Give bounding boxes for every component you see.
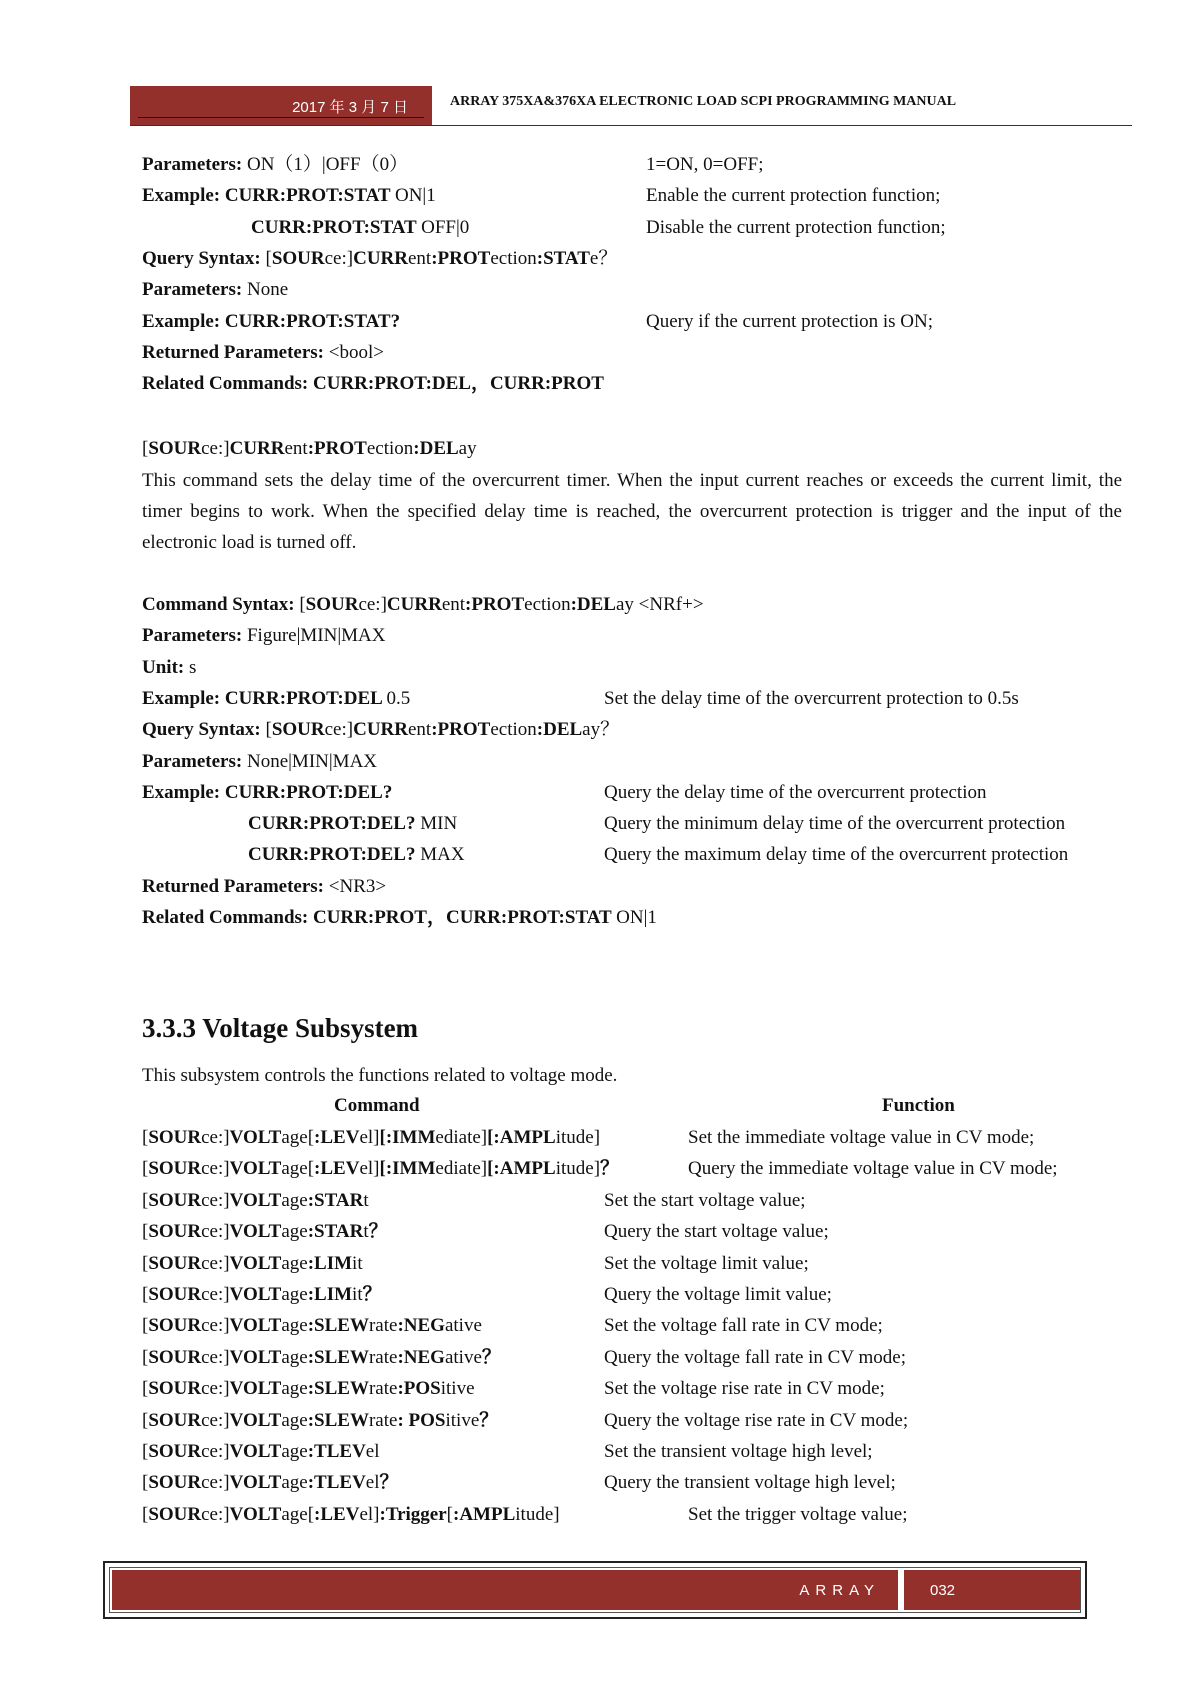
bold-text: VOLT xyxy=(229,1127,282,1148)
bold-text: :SLEW xyxy=(307,1315,369,1337)
bold-text: SOUR xyxy=(271,719,325,741)
command-cell xyxy=(142,1158,619,1179)
command-cell xyxy=(142,1190,369,1211)
bold-text: :DEL xyxy=(536,719,583,741)
bold-text: SOUR xyxy=(148,1127,202,1148)
text: [ xyxy=(142,1472,149,1494)
bold-text: Command Syntax: xyxy=(142,594,300,615)
command-cell xyxy=(142,1284,382,1305)
spec-line xyxy=(142,153,764,177)
text: ce:] xyxy=(201,438,230,459)
text: ay <NRf+> xyxy=(615,594,704,615)
spec-line xyxy=(142,310,934,334)
spec-line xyxy=(142,247,617,271)
text: it xyxy=(352,1252,363,1274)
text: ative xyxy=(444,1346,482,1368)
bold-text: :PROT xyxy=(431,719,491,741)
bold-text: CURR xyxy=(353,247,408,269)
text: age xyxy=(281,1284,308,1305)
text: [ xyxy=(142,1441,149,1462)
text: ON（1）|OFF（0） xyxy=(246,154,409,175)
text: itude] xyxy=(515,1503,560,1525)
bold-text: :SLEW xyxy=(307,1378,369,1400)
bold-text: Parameters: xyxy=(142,279,247,301)
spec-description: Enable the current protection function; xyxy=(646,185,941,207)
spec-description: Query the minimum delay time of the overcurrent protection xyxy=(604,813,1066,835)
bold-text: :Trigger xyxy=(379,1503,447,1525)
text: ent xyxy=(408,719,432,741)
bold-text: VOLT xyxy=(229,1252,282,1274)
text: itude] xyxy=(555,1158,601,1180)
bold-text: SOUR xyxy=(271,247,325,269)
command-cell xyxy=(142,1253,363,1274)
text: age[ xyxy=(281,1158,315,1180)
text: [ xyxy=(142,1284,149,1305)
voltage-command-row xyxy=(142,1189,806,1213)
text: age xyxy=(281,1252,308,1274)
text: [ xyxy=(142,1189,149,1211)
function-cell: Set the immediate voltage value in CV mode; xyxy=(688,1127,1035,1148)
bold-text: SOUR xyxy=(148,1378,202,1400)
bold-text: :DEL xyxy=(570,594,616,615)
text: [ xyxy=(142,1252,149,1274)
text: ent xyxy=(284,438,308,459)
command-cell xyxy=(142,1347,501,1368)
text: el] xyxy=(359,1503,380,1525)
bold-text: ？ xyxy=(379,1472,399,1494)
voltage-command-row xyxy=(142,1440,873,1464)
text: [ xyxy=(142,1158,149,1180)
bold-text: :PROT xyxy=(307,438,367,459)
bold-text: Returned Parameters: xyxy=(142,341,329,363)
text: None xyxy=(246,279,289,301)
text: ection xyxy=(490,247,537,269)
bold-text: Example: CURR:PROT:DEL? xyxy=(142,781,393,803)
spec-line xyxy=(142,624,385,648)
text: ce:] xyxy=(201,1441,230,1462)
text: MIN xyxy=(420,813,458,835)
command-cell xyxy=(142,1410,498,1431)
text: ce:] xyxy=(358,594,387,615)
voltage-command-row xyxy=(142,1346,906,1370)
bold-text: :LEV xyxy=(314,1158,360,1180)
bold-text: Query Syntax: xyxy=(142,719,266,741)
spec-description: Set the delay time of the overcurrent protection to 0.5s xyxy=(604,687,1019,709)
text: age xyxy=(281,1378,308,1400)
spec-line xyxy=(142,906,657,930)
voltage-command-row xyxy=(142,1220,829,1244)
text: ce:] xyxy=(201,1472,230,1494)
bold-text: Example: CURR:PROT:DEL xyxy=(142,687,387,709)
bold-text: :DEL xyxy=(413,438,459,459)
spec-description: Disable the current protection function; xyxy=(646,216,946,238)
bold-text: SOUR xyxy=(148,1472,202,1494)
bold-text: Returned Parameters: xyxy=(142,875,329,897)
spec-line xyxy=(142,875,386,899)
text: Figure|MIN|MAX xyxy=(246,625,386,647)
function-cell: Query the voltage fall rate in CV mode; xyxy=(604,1346,906,1368)
bold-text: SOUR xyxy=(148,1409,202,1431)
bold-text: :STAR xyxy=(307,1189,364,1211)
text: ce:] xyxy=(201,1127,230,1148)
text: ce:] xyxy=(201,1315,230,1337)
bold-text: Unit: xyxy=(142,656,189,678)
function-cell: Set the start voltage value; xyxy=(604,1189,806,1211)
text: ce:] xyxy=(201,1158,230,1180)
bold-text: VOLT xyxy=(229,1221,282,1243)
text: <bool> xyxy=(328,341,384,363)
spec-line xyxy=(142,750,377,774)
bold-text: :TLEV xyxy=(307,1441,366,1462)
text: [ xyxy=(142,438,149,459)
text: ce:] xyxy=(201,1221,230,1243)
text: rate xyxy=(368,1409,398,1431)
bold-text: [:IMM xyxy=(379,1158,436,1180)
text: ay xyxy=(458,438,477,459)
function-cell: Set the trigger voltage value; xyxy=(688,1503,908,1525)
text: ce:] xyxy=(201,1409,230,1431)
bold-text: SOUR xyxy=(148,1221,202,1243)
command-cell xyxy=(142,1472,399,1493)
function-cell: Query the start voltage value; xyxy=(604,1221,829,1243)
command-cell xyxy=(142,1221,388,1242)
text: ent xyxy=(408,247,432,269)
text: MAX xyxy=(420,844,465,866)
function-cell: Query the voltage limit value; xyxy=(604,1284,832,1305)
text: ce:] xyxy=(201,1252,230,1274)
text: rate xyxy=(368,1378,398,1400)
text: ection xyxy=(490,719,537,741)
bold-text: :NEG xyxy=(397,1346,445,1368)
voltage-intro: This subsystem controls the functions related to voltage mode. xyxy=(142,1065,618,1086)
text: OFF|0 xyxy=(421,216,470,238)
text: ay？ xyxy=(582,719,620,741)
text: age xyxy=(281,1221,308,1243)
bold-text: CURR:PROT:DEL? xyxy=(248,844,421,866)
bold-text: CURR:PROT:STAT xyxy=(251,216,422,238)
command-cell xyxy=(142,1315,482,1336)
header-banner-underline xyxy=(138,117,424,118)
voltage-command-row xyxy=(142,1252,809,1276)
column-header-command: Command xyxy=(334,1095,420,1116)
bold-text: :SLEW xyxy=(307,1409,369,1431)
spec-line xyxy=(248,812,1066,836)
bold-text: ？ xyxy=(479,1409,499,1431)
bold-text: Parameters: xyxy=(142,154,247,175)
header-title: ARRAY 375XA&376XA ELECTRONIC LOAD SCPI PROGRAMMING MANUAL xyxy=(450,94,957,109)
text: ediate] xyxy=(435,1158,488,1180)
bold-text: ？ xyxy=(600,1158,620,1180)
function-cell: Set the voltage rise rate in CV mode; xyxy=(604,1378,885,1400)
bold-text: : POS xyxy=(397,1409,446,1431)
text: ce:] xyxy=(201,1378,230,1400)
delay-description: This command sets the delay time of the overcurrent timer. When the input current reaches or exceeds the current limit, the timer begins to work. When the specified delay time is reached, the overcurrent protection is trigger and the input of the electronic load is turned off. xyxy=(142,470,1122,553)
bold-text: CURR xyxy=(353,719,408,741)
bold-text: :SLEW xyxy=(307,1346,369,1368)
bold-text: ？ xyxy=(368,1221,388,1243)
bold-text: ？ xyxy=(481,1346,501,1368)
bold-text: VOLT xyxy=(229,1315,282,1337)
bold-text: Example: CURR:PROT:STAT? xyxy=(142,310,401,332)
delay-command-title xyxy=(142,437,477,461)
text: ediate] xyxy=(435,1127,488,1148)
bold-text: VOLT xyxy=(229,1284,282,1305)
function-cell: Query the immediate voltage value in CV mode; xyxy=(688,1158,1058,1180)
text: ce:] xyxy=(324,719,354,741)
bold-text: :PROT xyxy=(431,247,491,269)
text: [ xyxy=(142,1378,149,1400)
function-cell: Set the transient voltage high level; xyxy=(604,1441,873,1462)
column-header-function: Function xyxy=(882,1095,955,1116)
bold-text: SOUR xyxy=(148,1284,202,1305)
section-heading: 3.3.3 Voltage Subsystem xyxy=(142,1013,419,1043)
bold-text: CURR xyxy=(229,438,285,459)
bold-text: :AMPL xyxy=(453,1503,516,1525)
text: None|MIN|MAX xyxy=(246,750,378,772)
bold-text: Parameters: xyxy=(142,750,247,772)
bold-text: :STAR xyxy=(307,1221,364,1243)
text: ON|1 xyxy=(616,907,657,928)
text: ection xyxy=(524,594,571,615)
spec-line xyxy=(251,216,946,240)
bold-text: Related Commands: CURR:PROT:DEL，CURR:PROT xyxy=(142,373,604,395)
bold-text: Related Commands: CURR:PROT，CURR:PROT:STAT xyxy=(142,907,617,928)
footer-page-box xyxy=(904,1570,1080,1610)
spec-description: Query the delay time of the overcurrent protection xyxy=(604,781,987,803)
page-number: 032 xyxy=(930,1581,956,1599)
bold-text: [:IMM xyxy=(379,1127,436,1148)
text: ection xyxy=(366,438,414,459)
bold-text: [:AMPL xyxy=(487,1127,556,1148)
bold-text: SOUR xyxy=(148,1158,202,1180)
voltage-command-row xyxy=(142,1471,896,1495)
bold-text: :PROT xyxy=(465,594,525,615)
header-date: 2017 年 3 月 7 日 xyxy=(292,98,408,116)
text: [ xyxy=(142,1127,149,1148)
voltage-command-row xyxy=(142,1377,885,1401)
bold-text: SOUR xyxy=(305,594,359,615)
text: age xyxy=(281,1346,308,1368)
spec-description: 1=ON, 0=OFF; xyxy=(646,154,764,175)
bold-text: VOLT xyxy=(229,1189,282,1211)
bold-text: :TLEV xyxy=(307,1472,366,1494)
text: age[ xyxy=(281,1127,315,1148)
bold-text: VOLT xyxy=(229,1503,282,1525)
bold-text: SOUR xyxy=(148,1189,202,1211)
text: itive xyxy=(440,1378,475,1400)
spec-line xyxy=(142,184,941,208)
function-cell: Query the transient voltage high level; xyxy=(604,1472,896,1494)
bold-text: VOLT xyxy=(229,1378,282,1400)
bold-text: :LEV xyxy=(314,1127,360,1148)
voltage-command-row xyxy=(142,1126,1035,1150)
bold-text: VOLT xyxy=(229,1158,282,1180)
text: [ xyxy=(265,719,272,741)
text: [ xyxy=(142,1503,149,1525)
text: s xyxy=(188,656,197,678)
voltage-command-row xyxy=(142,1283,832,1307)
bold-text: CURR xyxy=(386,594,442,615)
text: ce:] xyxy=(201,1284,230,1305)
footer-brand-bar xyxy=(112,1570,898,1610)
bold-text: SOUR xyxy=(148,1315,202,1337)
text: t xyxy=(363,1189,369,1211)
text: age xyxy=(281,1315,308,1337)
bold-text: SOUR xyxy=(148,1503,202,1525)
bold-text: [:AMPL xyxy=(487,1158,556,1180)
voltage-command-row xyxy=(142,1157,1058,1181)
text: <NR3> xyxy=(328,875,387,897)
spec-description: Query if the current protection is ON; xyxy=(646,310,934,332)
bold-text: CURR:PROT:DEL? xyxy=(248,813,421,835)
spec-line xyxy=(142,372,604,396)
text: [ xyxy=(142,1346,149,1368)
header-rule xyxy=(130,125,1132,126)
text: [ xyxy=(142,1221,149,1243)
command-cell xyxy=(142,1441,380,1462)
text: age xyxy=(281,1189,308,1211)
bold-text: :LIM xyxy=(307,1252,353,1274)
text: el] xyxy=(359,1158,380,1180)
bold-text: SOUR xyxy=(148,1252,202,1274)
bold-text: :LIM xyxy=(307,1284,353,1305)
header-date-banner xyxy=(130,86,432,126)
spec-line xyxy=(142,593,704,617)
text: itive xyxy=(445,1409,480,1431)
command-cell xyxy=(142,1504,560,1525)
voltage-command-row xyxy=(142,1314,883,1338)
text: [ xyxy=(142,1409,149,1431)
function-cell: Query the voltage rise rate in CV mode; xyxy=(604,1409,909,1431)
function-cell: Set the voltage limit value; xyxy=(604,1252,809,1274)
bold-text: VOLT xyxy=(229,1409,282,1431)
text: el] xyxy=(359,1127,380,1148)
command-cell xyxy=(142,1378,475,1399)
text: age xyxy=(281,1409,308,1431)
text: el xyxy=(365,1472,380,1494)
bold-text: :NEG xyxy=(397,1315,445,1337)
function-cell: Set the voltage fall rate in CV mode; xyxy=(604,1315,883,1337)
text: ce:] xyxy=(201,1503,230,1525)
bold-text: Parameters: xyxy=(142,625,247,647)
text: ce:] xyxy=(201,1189,230,1211)
spec-description: Query the maximum delay time of the overcurrent protection xyxy=(604,844,1069,866)
text: [ xyxy=(299,594,306,615)
bold-text: VOLT xyxy=(229,1472,282,1494)
bold-text: SOUR xyxy=(148,438,202,459)
text: ent xyxy=(441,594,466,615)
text: ce:] xyxy=(324,247,354,269)
bold-text: :LEV xyxy=(314,1503,360,1525)
text: [ xyxy=(446,1503,453,1525)
text: ce:] xyxy=(201,1346,230,1368)
text: rate xyxy=(368,1346,398,1368)
voltage-command-row xyxy=(142,1409,909,1433)
spec-line xyxy=(142,656,196,680)
text: el xyxy=(365,1441,380,1462)
bold-text: :STAT xyxy=(536,247,590,269)
text: 0.5 xyxy=(386,687,411,709)
command-cell xyxy=(142,1127,600,1148)
bold-text: :POS xyxy=(397,1378,441,1400)
text: age xyxy=(281,1441,308,1462)
spec-line xyxy=(142,687,1019,711)
bold-text: Query Syntax: xyxy=(142,247,266,269)
text: age xyxy=(281,1472,308,1494)
voltage-command-row xyxy=(142,1503,908,1527)
spec-line xyxy=(142,781,987,805)
bold-text: ？ xyxy=(362,1284,382,1305)
text: age[ xyxy=(281,1503,315,1525)
text: ative xyxy=(444,1315,482,1337)
bold-text: SOUR xyxy=(148,1346,202,1368)
text: ON|1 xyxy=(394,185,436,207)
bold-text: VOLT xyxy=(229,1441,282,1462)
bold-text: VOLT xyxy=(229,1346,282,1368)
spec-line xyxy=(142,718,619,742)
text: rate xyxy=(368,1315,398,1337)
spec-line xyxy=(142,341,384,365)
text: e？ xyxy=(589,247,618,269)
bold-text: Example: CURR:PROT:STAT xyxy=(142,185,395,207)
spec-line xyxy=(248,843,1069,867)
bold-text: SOUR xyxy=(148,1441,202,1462)
text: [ xyxy=(265,247,272,269)
text: t xyxy=(363,1221,369,1243)
text: itude] xyxy=(555,1127,601,1148)
text: it xyxy=(352,1284,363,1305)
footer-brand: ARRAY xyxy=(799,1581,880,1599)
spec-line xyxy=(142,278,288,302)
text: [ xyxy=(142,1315,149,1337)
